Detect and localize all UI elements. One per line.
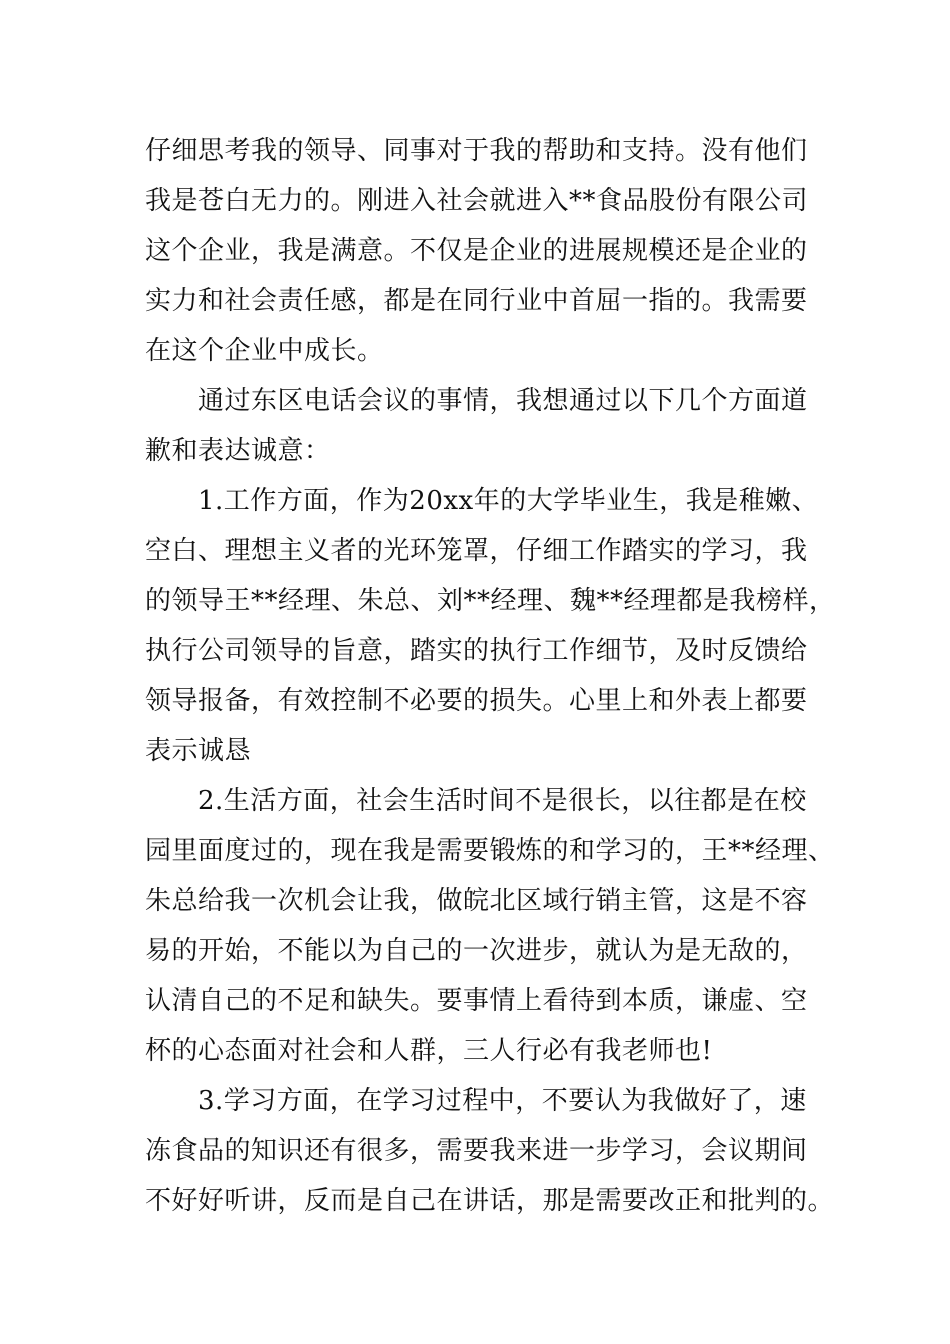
text-line: 朱总给我一次机会让我，做皖北区域行销主管，这是不容 xyxy=(145,886,808,916)
text-line: 空白、理想主义者的光环笼罩，仔细工作踏实的学习，我 xyxy=(145,536,808,566)
text-line: 2.生活方面，社会生活时间不是很长，以往都是在校 xyxy=(198,786,807,816)
text-line: 领导报备，有效控制不必要的损失。心里上和外表上都要 xyxy=(145,686,808,716)
text-line: 杯的心态面对社会和人群，三人行必有我老师也! xyxy=(145,1036,713,1066)
text-line: 在这个企业中成长。 xyxy=(145,336,384,366)
text-line: 3.学习方面，在学习过程中，不要认为我做好了，速 xyxy=(198,1086,807,1116)
text-line: 实力和社会责任感，都是在同行业中首屈一指的。我需要 xyxy=(145,286,808,316)
text-line: 表示诚恳 xyxy=(145,736,252,766)
text-line: 易的开始，不能以为自己的一次进步，就认为是无敌的， xyxy=(145,936,808,966)
text-line: 这个企业，我是满意。不仅是企业的进展规模还是企业的 xyxy=(145,236,808,266)
text-line: 1.工作方面，作为20xx年的大学毕业生，我是稚嫩、 xyxy=(198,486,819,516)
text-line: 不好好听讲，反而是自己在讲话，那是需要改正和批判的。 xyxy=(145,1186,835,1216)
text-line: 执行公司领导的旨意，踏实的执行工作细节，及时反馈给 xyxy=(145,636,808,666)
text-line: 冻食品的知识还有很多，需要我来进一步学习，会议期间 xyxy=(145,1136,808,1166)
text-line: 歉和表达诚意： xyxy=(145,436,331,466)
text-line: 我是苍白无力的。刚进入社会就进入**食品股份有限公司 xyxy=(145,186,809,216)
text-line: 认清自己的不足和缺失。要事情上看待到本质，谦虚、空 xyxy=(145,986,808,1016)
text-line: 仔细思考我的领导、同事对于我的帮助和支持。没有他们 xyxy=(145,136,808,166)
text-line: 的领导王**经理、朱总、刘**经理、魏**经理都是我榜样， xyxy=(145,586,836,616)
text-line: 通过东区电话会议的事情，我想通过以下几个方面道 xyxy=(198,386,808,416)
text-line: 园里面度过的，现在我是需要锻炼的和学习的，王**经理、 xyxy=(145,836,835,866)
